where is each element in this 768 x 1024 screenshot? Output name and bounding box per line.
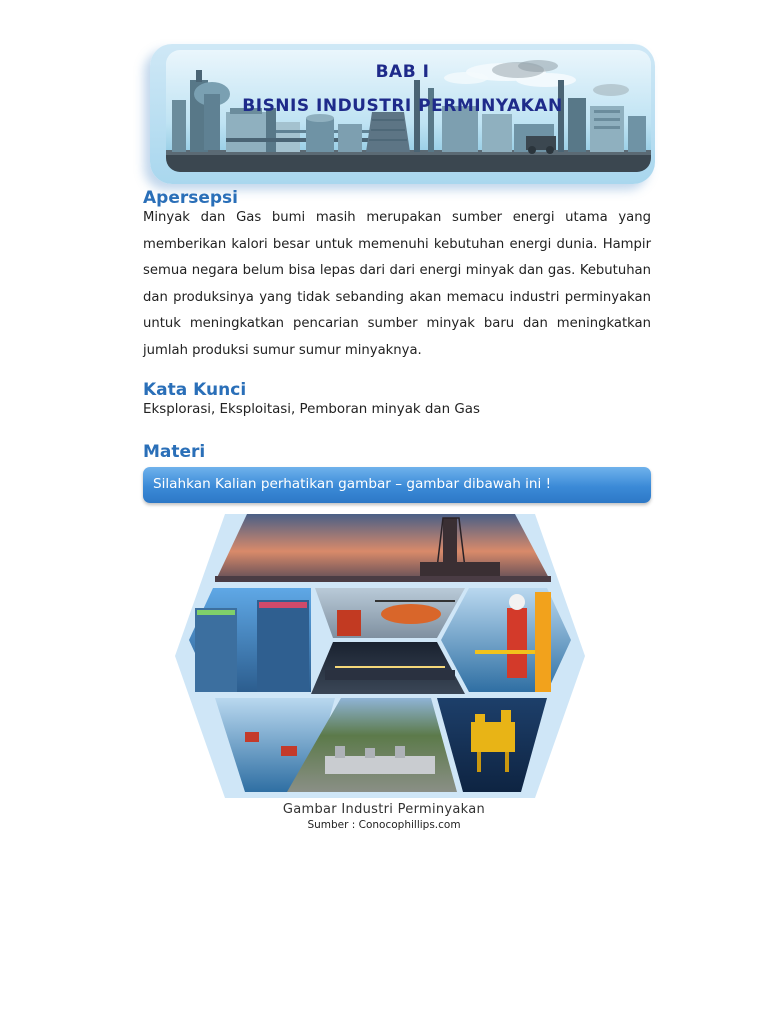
instruction-bar: Silahkan Kalian perhatikan gambar – gambar dibawah ini ! <box>143 467 651 503</box>
apersepsi-heading: Apersepsi <box>143 188 239 208</box>
chapter-title: BISNIS INDUSTRI PERMINYAKAN <box>242 96 563 116</box>
materi-heading: Materi <box>143 442 206 462</box>
oil-industry-photo-collage <box>175 510 585 802</box>
apersepsi-paragraph <box>143 205 651 365</box>
kata-kunci-text: Eksplorasi, Eksploitasi, Pemboran minyak dan Gas <box>143 402 480 417</box>
figure-source: Sumber : Conocophillips.com <box>307 819 461 831</box>
chapter-label: BAB I <box>375 62 430 82</box>
figure-caption: Gambar Industri Perminyakan <box>282 802 486 817</box>
kata-kunci-heading: Kata Kunci <box>143 380 247 400</box>
apersepsi-text: Minyak dan Gas bumi masih merupakan sumber energi utama yang memberikan kalori besar untuk memenuhi kebutuhan energi dunia. Hampir semua negara belum bisa lepas dari dari energi minyak dan gas. Kebutuhan dan produksinya yang tidak sebanding akan memacu industri perminyakan untuk meningkatkan pencarian sumber minyak baru dan meningkatkan jumlah produksi sumur sumur minyaknya. <box>143 210 651 358</box>
chapter-banner <box>150 44 655 184</box>
collage-graphic <box>175 510 585 802</box>
